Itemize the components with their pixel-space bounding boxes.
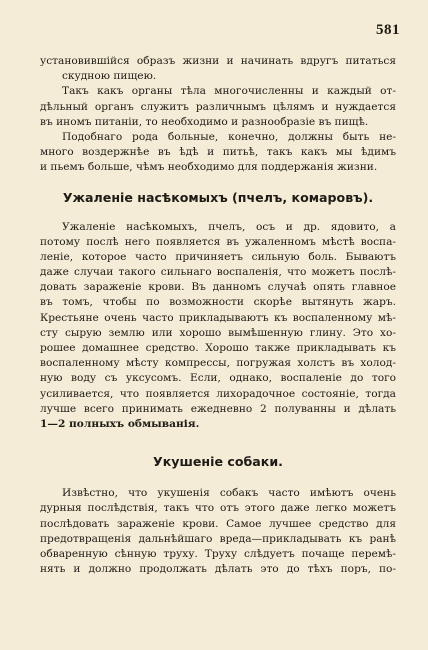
- text-line: дѣльный органъ служитъ различнымъ цѣлямъ и нуждается: [40, 100, 396, 113]
- intro-paragraphs: [40, 54, 396, 176]
- page-number: 581: [376, 22, 400, 38]
- text-line: въ иномъ питаніи, то необходимо и разнообразіе въ пищѣ.: [40, 115, 369, 128]
- text-line: и пьемъ больше, чѣмъ необходимо для поддержанія жизни.: [40, 161, 378, 174]
- text-line: 1—2 полныхъ обмыванія.: [40, 417, 200, 430]
- text-line: скудною пищею.: [62, 70, 157, 83]
- text-line: лучше всего принимать ежедневно 2 полуванны и дѣлать: [40, 402, 396, 415]
- text-line: ную воду съ уксусомъ. Если, однако, воспаленіе до того: [40, 372, 396, 385]
- text-line: Крестьяне очень часто прикладываютъ къ воспаленному мѣ-: [40, 311, 396, 324]
- text-line: обваренную сѣнную труху. Труху слѣдуетъ почаще перемѣ-: [40, 547, 396, 560]
- text-line: усиливается, что появляется лихорадочное состояніе, тогда: [40, 387, 396, 400]
- text-line: Ужаленіе насѣкомыхъ, пчелъ, осъ и др. ядовито, а: [62, 220, 396, 233]
- text-line: Подобнаго рода больные, конечно, должны быть не-: [62, 130, 396, 143]
- text-line: воспаленному мѣсту компрессы, погружая холстъ въ холод-: [40, 357, 396, 370]
- text-line: потому послѣ него появляется въ ужаленномъ мѣстѣ воспа-: [40, 235, 396, 248]
- dog-bite-paragraph: [40, 486, 396, 577]
- text-line: нять и должно продолжать дѣлать это до тѣхъ поръ, по-: [40, 563, 396, 576]
- text-line: дурныя послѣдствія, такъ что отъ этого даже легко можетъ: [40, 502, 396, 515]
- text-line: рошее домашнее средство. Хорошо также прикладывать къ: [40, 342, 396, 354]
- text-line: предотвращенія дальнѣйшаго вреда—прикладывать къ ранѣ: [40, 532, 396, 545]
- section-heading-dog-bite: Укушеніе собаки.: [153, 454, 283, 470]
- text-line: Такъ какъ органы тѣла многочисленны и каждый от-: [62, 85, 396, 98]
- insect-stings-paragraph: [40, 220, 396, 433]
- text-line: Извѣстно, что укушенія собакъ часто имѣютъ очень: [62, 487, 396, 500]
- text-line: довать зараженіе крови. Въ данномъ случаѣ опять главное: [40, 281, 396, 294]
- text-line: въ томъ, чтобы по возможности скорѣе вытянуть жаръ.: [40, 296, 396, 309]
- section-heading-insect-stings: Ужаленіе насѣкомыхъ (пчелъ, комаровъ).: [62, 189, 374, 205]
- text-line: леніе, которое часто причиняетъ сильную боль. Бываютъ: [40, 250, 396, 263]
- text-line: установившійся образъ жизни и начинать вдругъ питаться: [40, 55, 396, 67]
- text-line: много воздержнѣе въ ѣдѣ и питьѣ, такъ какъ мы ѣдимъ: [40, 146, 396, 159]
- text-line: даже случаи такого сильнаго воспаленія, что можетъ послѣ-: [40, 266, 396, 279]
- text-line: послѣдовать зараженіе крови. Самое лучшее средство для: [40, 517, 396, 530]
- page-body: [40, 54, 396, 577]
- text-line: сту сырую землю или хорошо вымѣшенную глину. Это хо-: [40, 326, 396, 339]
